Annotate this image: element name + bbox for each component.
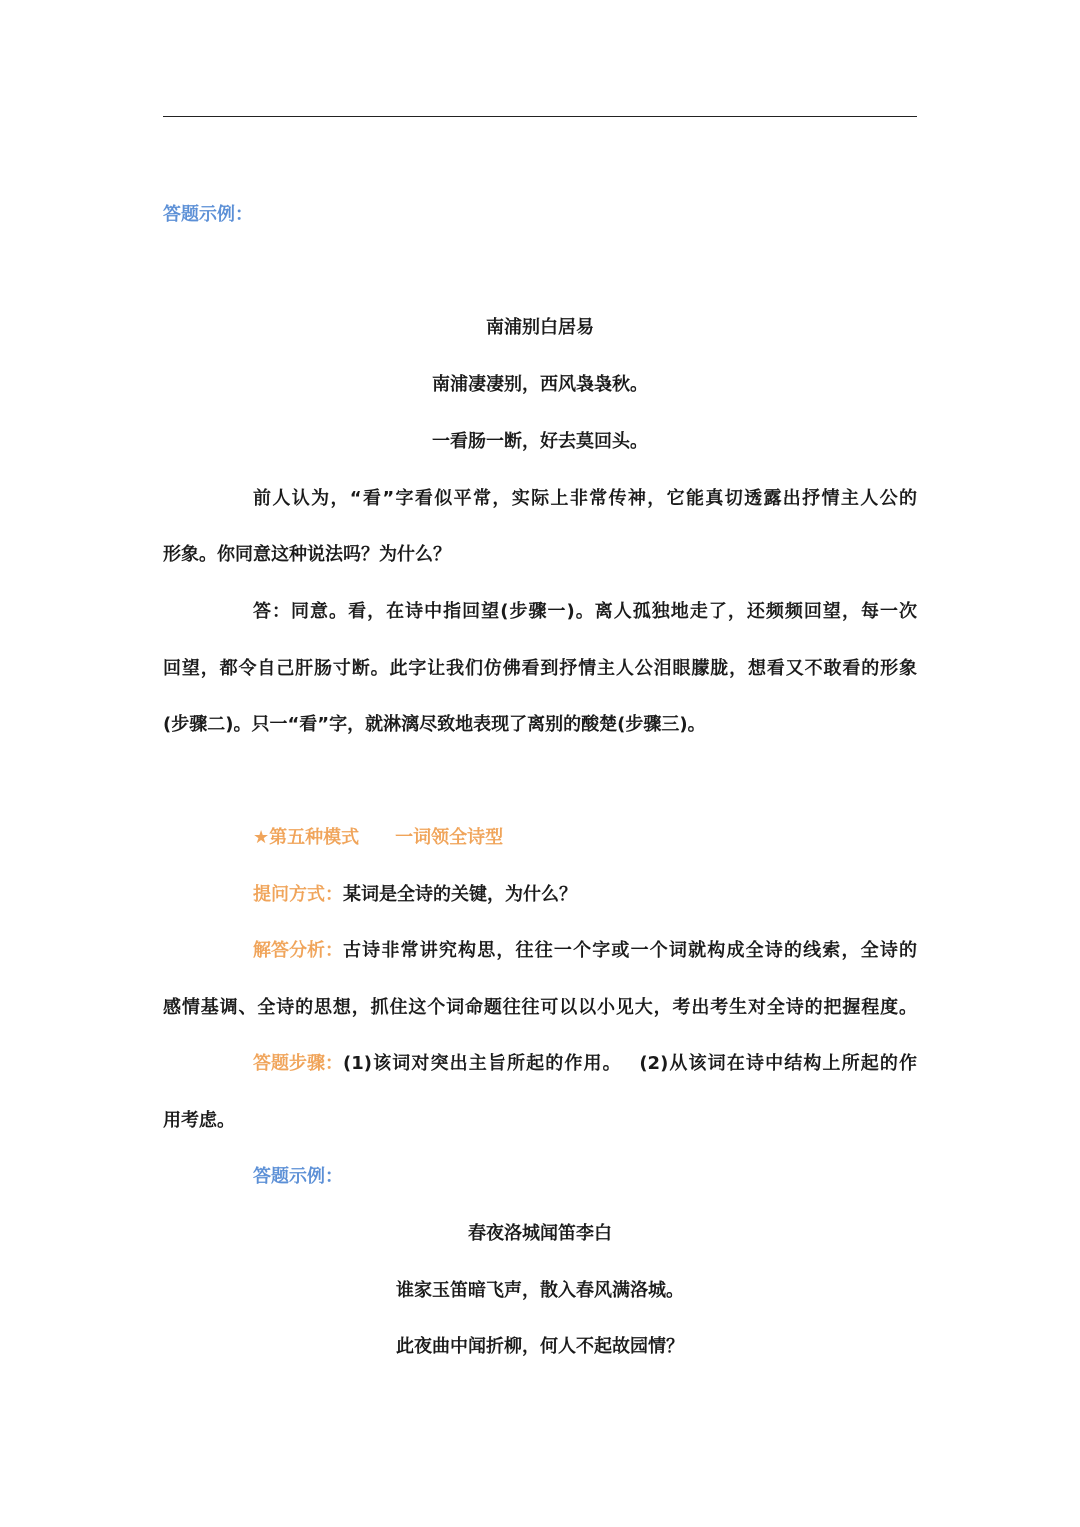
steps-label: 答题步骤： [253,1053,343,1074]
analysis [253,939,917,963]
poem-line: 一看肠一断，好去莫回头。 [432,431,648,452]
poem-title: 南浦别白居易 [486,317,594,338]
steps-text: 用考虑。 [163,1110,235,1131]
example-label: 答题示例： [253,1166,343,1187]
question-text: 形象。你同意这种说法吗？为什么？ [163,544,451,565]
answer-text: 回望，都令自己肝肠寸断。此字让我们仿佛看到抒情主人公泪眼朦胧，想看又不敢看的形象 [163,658,917,679]
ask-label: 提问方式： [253,884,343,905]
answer-steps [253,1052,917,1076]
analysis-label: 解答分析： [253,940,343,961]
analysis-text: 感情基调、全诗的思想，抓住这个词命题往往可以以小见大，考出考生对全诗的把握程度。 [163,997,917,1018]
poem-line: 谁家玉笛暗飞声，散入春风满洛城。 [396,1280,684,1301]
section-heading: ★第五种模式 一词领全诗型 [253,827,504,848]
answer-text: (步骤二)。只一“看”字，就淋漓尽致地表现了离别的酸楚(步骤三)。 [163,714,706,735]
steps-text: (1)该词对突出主旨所起的作用。 (2)从该词在诗中结构上所起的作 [343,1053,917,1074]
answer-text: 答：同意。看，在诗中指回望(步骤一)。离人孤独地走了，还频频回望，每一次 [253,601,917,622]
ask-text: 某词是全诗的关键，为什么？ [343,884,577,905]
top-divider [163,116,917,117]
example-label: 答题示例： [163,204,253,225]
poem-line: 此夜曲中闻折柳，何人不起故园情？ [396,1336,684,1357]
poem-line: 南浦凄凄别，西风袅袅秋。 [432,374,648,395]
analysis-text: 古诗非常讲究构思，往往一个字或一个词就构成全诗的线索，全诗的 [343,940,917,961]
question-text: 前人认为，“看”字看似平常，实际上非常传神，它能真切透露出抒情主人公的 [253,488,917,509]
poem-title: 春夜洛城闻笛李白 [468,1223,612,1244]
ask-method [253,883,577,907]
